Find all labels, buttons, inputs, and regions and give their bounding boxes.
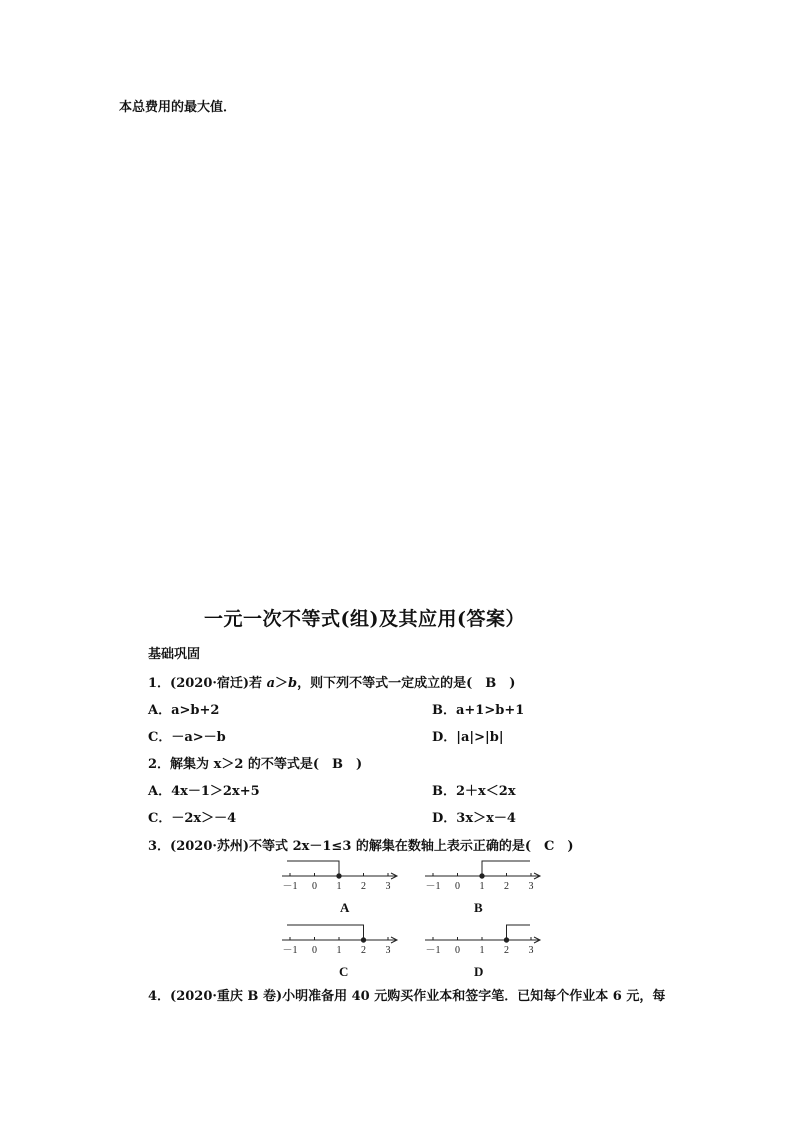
tick-label: 3 xyxy=(385,881,391,892)
continued-text-line: 本总费用的最大值． xyxy=(119,100,237,115)
tick-label: －1 xyxy=(282,945,298,956)
tick-label: 0 xyxy=(455,945,460,956)
q1-option-a: A．a>b+2 xyxy=(148,703,220,718)
section-heading: 基础巩固 xyxy=(148,647,201,662)
tick-label: 3 xyxy=(528,945,534,956)
page-title: 一元一次不等式(组)及其应用(答案） xyxy=(204,608,525,630)
number-line-caption: A xyxy=(340,900,350,915)
tick-label: 2 xyxy=(361,945,366,956)
number-line-b xyxy=(425,858,543,894)
q2-stem: 2．解集为 x＞2 的不等式是( B ) xyxy=(148,757,363,772)
q1-stem-part: ＞ xyxy=(275,676,289,691)
q1-var-b: b xyxy=(288,676,298,691)
solution-bracket xyxy=(507,925,531,940)
tick-label: 1 xyxy=(479,881,485,892)
tick-label: 1 xyxy=(336,881,342,892)
q2-option-c: C．－2x＞－4 xyxy=(148,811,237,826)
solution-bracket xyxy=(287,861,339,876)
tick-label: 2 xyxy=(361,881,366,892)
number-line-svg xyxy=(282,858,400,894)
q1-stem xyxy=(148,672,515,691)
tick-label: 2 xyxy=(504,945,509,956)
number-line-svg xyxy=(425,922,543,958)
endpoint-dot xyxy=(480,874,484,878)
number-line-a xyxy=(282,858,400,894)
tick-label: 2 xyxy=(504,881,509,892)
q1-option-b: B．a+1>b+1 xyxy=(432,703,525,718)
tick-label: －1 xyxy=(425,945,441,956)
number-line-svg xyxy=(282,922,400,958)
q1-option-d: D．|a|>|b| xyxy=(432,730,504,745)
tick-label: 3 xyxy=(528,881,534,892)
q4-stem: 4．(2020·重庆 B 卷)小明准备用 40 元购买作业本和签字笔．已知每个作业本 6 元，每 xyxy=(148,989,666,1004)
q1-option-c: C．－a>－b xyxy=(148,730,226,745)
endpoint-dot xyxy=(504,938,508,942)
endpoint-dot xyxy=(337,874,341,878)
number-line-d xyxy=(425,922,543,958)
number-line-svg xyxy=(425,858,543,894)
q1-stem-part: ，则下列不等式一定成立的是( B ) xyxy=(297,676,516,691)
q2-option-a: A．4x－1＞2x+5 xyxy=(148,784,260,799)
endpoint-dot xyxy=(361,938,365,942)
number-line-caption: C xyxy=(339,964,349,979)
tick-label: －1 xyxy=(282,881,298,892)
number-line-caption: B xyxy=(474,900,483,915)
q1-stem-part: 1．(2020·宿迁)若 xyxy=(148,676,267,691)
tick-label: 0 xyxy=(312,881,317,892)
number-line-c xyxy=(282,922,400,958)
tick-label: 1 xyxy=(336,945,342,956)
tick-label: 1 xyxy=(479,945,485,956)
tick-label: －1 xyxy=(425,881,441,892)
tick-label: 0 xyxy=(312,945,317,956)
number-line-caption: D xyxy=(474,964,484,979)
tick-label: 0 xyxy=(455,881,460,892)
tick-label: 3 xyxy=(385,945,391,956)
q2-option-d: D．3x＞x－4 xyxy=(432,811,516,826)
q1-var-a: a xyxy=(266,676,276,691)
solution-bracket xyxy=(287,925,364,940)
q2-option-b: B．2＋x＜2x xyxy=(432,784,516,799)
q3-stem: 3．(2020·苏州)不等式 2x－1≤3 的解集在数轴上表示正确的是( C ) xyxy=(148,839,574,854)
